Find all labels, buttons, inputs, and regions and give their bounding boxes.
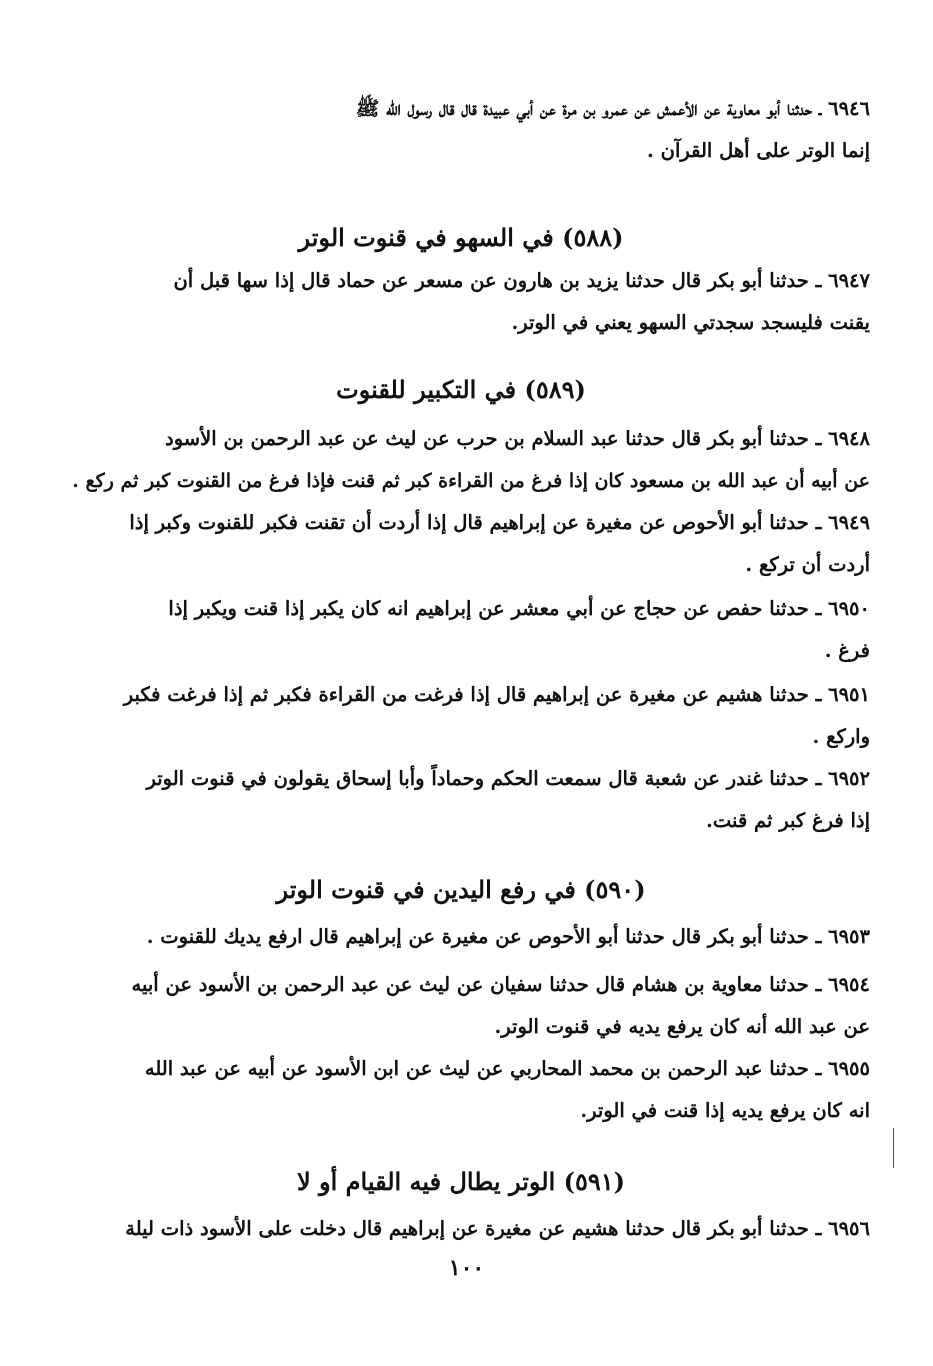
text-line: ٦٩٥٦ ـ حدثنا أبو بكر قال حدثنا هشيم عن مغيرة عن إبراهيم قال دخلت على الأسود ذات ليلة xyxy=(125,1217,870,1240)
chapter-heading-589: (٥٨٩) في التكبير للقنوت xyxy=(336,375,586,404)
text-line: انه كان يرفع يديه إذا قنت في الوتر. xyxy=(580,1099,870,1122)
text-line: ٦٩٥٠ ـ حدثنا حفص عن حجاج عن أبي معشر عن إبراهيم انه كان يكبر إذا قنت ويكبر إذا xyxy=(168,597,870,620)
text-line: ٦٩٥٤ ـ حدثنا معاوية بن هشام قال حدثنا سفيان عن ليث عن عبد الرحمن بن الأسود عن أبيه xyxy=(131,973,870,996)
text-line: إنما الوتر على أهل القرآن . xyxy=(647,139,870,162)
hadith-6956 xyxy=(52,1208,870,1250)
page-number: ١٠٠ xyxy=(448,1255,485,1281)
text-line: ٦٩٤٩ ـ حدثنا أبو الأحوص عن مغيرة عن إبراهيم قال إذا أردت أن تقنت فكبر للقنوت وكبر إذا xyxy=(129,511,870,534)
hadith-6947 xyxy=(52,260,870,344)
chapter-heading-591: (٥٩١) الوتر يطال فيه القيام أو لا xyxy=(297,1167,625,1196)
hadith-6953 xyxy=(52,916,870,958)
hadith-6948 xyxy=(52,418,870,502)
text-line: أردت أن تركع . xyxy=(745,553,870,576)
text-line: عن أبيه أن عبد الله بن مسعود كان إذا فرغ من القراءة كبر ثم قنت فإذا فرغ من القنوت كبر ثم ركع . xyxy=(72,470,870,492)
chapter-heading-590: (٥٩٠) في رفع اليدين في قنوت الوتر xyxy=(276,875,646,904)
hadith-6951 xyxy=(52,674,870,758)
text-line: فرغ . xyxy=(824,639,870,662)
hadith-6949 xyxy=(52,502,870,586)
text-line: ٦٩٥١ ـ حدثنا هشيم عن مغيرة عن إبراهيم قال إذا فرغت من القراءة فكبر ثم إذا فرغت فكبر xyxy=(123,683,870,706)
text-line: ٦٩٥٣ ـ حدثنا أبو بكر قال حدثنا أبو الأحوص عن مغيرة عن إبراهيم قال ارفع يديك للقنوت . xyxy=(146,925,870,948)
margin-mark xyxy=(893,1128,894,1168)
hadith-6954 xyxy=(52,964,870,1048)
text-line: ٦٩٤٧ ـ حدثنا أبو بكر قال حدثنا يزيد بن هارون عن مسعر عن حماد قال إذا سها قبل أن xyxy=(173,269,870,292)
text-line: إذا فرغ كبر ثم قنت. xyxy=(706,809,870,832)
text-line: واركع . xyxy=(812,725,870,748)
chapter-heading-588: (٥٨٨) في السهو في قنوت الوتر xyxy=(298,223,624,252)
text-line: ٦٩٥٥ ـ حدثنا عبد الرحمن بن محمد المحاربي عن ليث عن ابن الأسود عن أبيه عن عبد الله xyxy=(144,1057,870,1080)
hadith-6950 xyxy=(52,588,870,672)
text-line: ٦٩٥٢ ـ حدثنا غندر عن شعبة قال سمعت الحكم وحماداً وأبا إسحاق يقولون في قنوت الوتر xyxy=(146,767,870,790)
hadith-6952 xyxy=(52,758,870,842)
hadith-6955 xyxy=(52,1048,870,1132)
text-line: يقنت فليسجد سجدتي السهو يعني في الوتر. xyxy=(511,311,870,334)
text-line: ٦٩٤٦ ـ حدثنا أبو معاوية عن الأعمش عن عمرو بن مرة عن أبي عبيدة قال قال رسول الله ﷺ xyxy=(355,97,870,120)
text-line: ٦٩٤٨ ـ حدثنا أبو بكر قال حدثنا عبد السلام بن حرب عن ليث عن عبد الرحمن بن الأسود xyxy=(165,427,870,450)
text-line: عن عبد الله أنه كان يرفع يديه في قنوت الوتر. xyxy=(494,1015,870,1038)
hadith-6946 xyxy=(52,88,870,172)
